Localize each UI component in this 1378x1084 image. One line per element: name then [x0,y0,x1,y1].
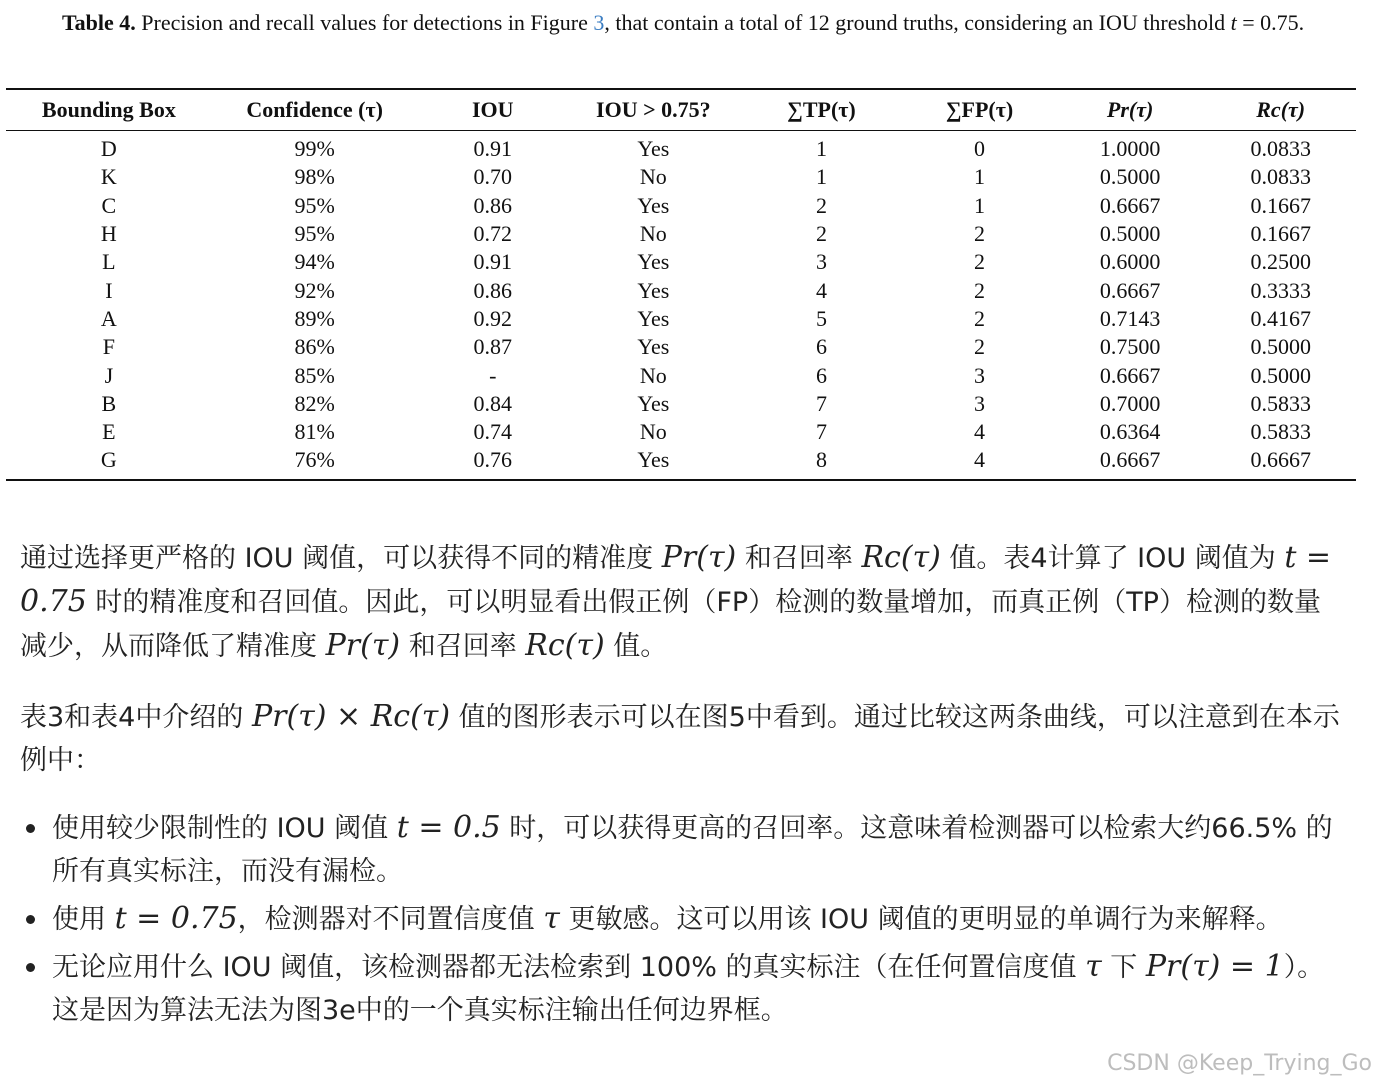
table-cell: 92% [294,277,335,303]
p2-math-1: Pr(τ) × Rc(τ) [251,699,451,734]
table-cell: Yes [637,277,670,303]
bullet-2-math-1: t = 0.75 [114,901,238,936]
bullet-list [20,806,1350,1036]
table-cell: 0.87 [473,334,513,360]
p1-math-1: Pr(τ) [661,540,737,575]
table-cell: 0.76 [418,446,569,479]
table-row [6,192,1356,220]
table-cell: F [102,334,115,360]
table-cell: 0.86 [473,192,513,218]
table-row [6,248,1356,276]
table-cell: G [6,446,212,479]
header-recall: Rc(τ) [1205,89,1356,131]
bullet-2-text-2: ，检测器对不同置信度值 [237,904,544,935]
table-cell: 2 [815,192,827,218]
p1-math-4: Pr(τ) [325,628,401,663]
table-cell: 0.5833 [1250,390,1311,416]
p1-text-5: 和召回率 [400,631,526,662]
table-cell: 86% [294,334,335,360]
caption-text: Precision and recall values for detections in Figure [135,10,594,35]
table-cell: 0.92 [473,305,513,331]
table-cell: 0.5000 [1099,164,1161,190]
table-cell: 94% [294,249,335,275]
bullet-3-math-1: τ [1085,949,1102,984]
bullet-3-math-2: Pr(τ) = 1 [1145,949,1284,984]
table-cell: 0.72 [473,221,513,247]
table-cell: 2 [974,334,986,360]
header-bounding-box: Bounding Box [6,89,212,131]
table-cell: 2 [974,277,986,303]
table-row [6,446,1356,479]
table-cell: 0.5000 [1250,334,1311,360]
table-cell: 0.74 [473,419,513,445]
table-cell: 4 [815,277,827,303]
table-cell: 0.6667 [1055,446,1206,479]
table-cell: No [639,221,667,247]
table-cell: 1.0000 [1099,136,1161,162]
table-cell: 81% [294,419,335,445]
table-cell: 4 [974,419,986,445]
table-cell: 1 [974,164,986,190]
p1-math-2: Rc(τ) [861,540,941,575]
table-cell: No [639,419,667,445]
list-item [20,897,1350,941]
table-cell: 2 [974,305,986,331]
table-cell: 0.6667 [1099,192,1161,218]
bullet-3-text-2: 下 [1101,952,1146,983]
p1-text-6: 值。 [604,631,668,662]
table-cell: No [639,164,667,190]
header-precision: Pr(τ) [1055,89,1206,131]
header-sum-tp: ∑TP(τ) [739,89,905,131]
table-cell: Yes [637,136,670,162]
header-iou: IOU [418,89,569,131]
table-cell: 0.91 [473,249,513,275]
header-sum-fp: ∑FP(τ) [904,89,1055,131]
table-cell: D [100,136,117,162]
table-cell: Yes [637,390,670,416]
table-row [6,220,1356,248]
table-cell: 2 [815,221,827,247]
table-cell: J [104,362,114,388]
table-cell: Yes [637,249,670,275]
table-cell: 0.6000 [1099,249,1161,275]
table-cell: 0.91 [473,136,513,162]
caption-label: Table 4. [62,10,136,35]
table-cell: 0.0833 [1250,164,1311,190]
table-cell: 76% [212,446,418,479]
table-cell: 2 [974,249,986,275]
table-cell: E [102,419,116,445]
table-cell: 8 [739,446,905,479]
bullet-2-text-3: 更敏感。这可以用该 IOU 阈值的更明显的单调行为来解释。 [559,904,1283,935]
bullet-1-text-2: 时，可以获得更高的召回率。这意味着检测器可以检索大约66.5% 的所有真实标注，而没有漏检。 [52,813,1333,887]
p1-math-3: t = 0.75 [20,540,1332,619]
caption-text-end: = 0.75. [1236,10,1305,35]
table-row [6,276,1356,304]
table-cell: 0.6667 [1099,277,1161,303]
table-cell: 1 [974,192,986,218]
table-cell: 0.7000 [1099,390,1161,416]
paragraph-1 [20,536,1340,668]
list-item [20,806,1350,893]
table-cell: C [101,192,117,218]
p2-text-1: 表3和表4中介绍的 [20,702,252,733]
table-header-row [6,89,1356,131]
table-cell: 1 [815,136,827,162]
table-row [6,361,1356,389]
table-caption [62,6,1322,40]
table-row [6,333,1356,361]
table-cell: 0.4167 [1250,305,1311,331]
p1-text-2: 和召回率 [736,543,862,574]
caption-math: t [1230,10,1237,35]
p1-text-1: 通过选择更严格的 IOU 阈值，可以获得不同的精准度 [20,543,662,574]
table-cell: 85% [294,362,335,388]
table-cell: B [101,390,117,416]
table-cell: 7 [815,390,827,416]
table-cell: 0.86 [473,277,513,303]
watermark: CSDN @Keep_Trying_Go [1107,1051,1372,1076]
header-iou-threshold: IOU > 0.75? [568,89,739,131]
table-cell: A [100,305,117,331]
table-cell: 2 [974,221,986,247]
table-row [6,418,1356,446]
table-cell: 95% [294,221,335,247]
bullet-3-text-3: ）。这是因为算法无法为图3e中的一个真实标注输出任何边界框。 [52,952,1325,1026]
table-cell: 0.1667 [1250,221,1311,247]
table-cell: K [100,164,117,190]
table-cell: 0.1667 [1250,192,1311,218]
p1-text-4: 时的精准度和召回值。因此，可以明显看出假正例（FP）检测的数量增加，而真正例（TP）检测的数量减少，从而降低了精准度 [20,587,1321,662]
table-cell: - [489,362,497,388]
table-cell: 0.6667 [1099,362,1161,388]
bullet-2-math-2: τ [543,901,560,936]
table-row [6,390,1356,418]
table-cell: 95% [294,192,335,218]
table-cell: 0.6667 [1205,446,1356,479]
table-cell: 0.5000 [1250,362,1311,388]
table-cell: 3 [974,390,986,416]
table-cell: Yes [637,334,670,360]
table-cell: 1 [815,164,827,190]
results-table [6,88,1356,481]
p2-text-2: 值的图形表示可以在图5中看到。通过比较这两条曲线，可以注意到在本示例中： [20,702,1340,776]
table-cell: 5 [815,305,827,331]
bullet-1-math-1: t = 0.5 [396,810,501,845]
table-cell: 6 [815,362,827,388]
caption-text-2: , that contain a total of 12 ground truths, considering an IOU threshold [604,10,1231,35]
bullet-2-text-1: 使用 [52,904,115,935]
header-confidence: Confidence (τ) [212,89,418,131]
table-row [6,131,1356,164]
bullet-3-text-1: 无论应用什么 IOU 阈值，该检测器都无法检索到 100% 的真实标注（在任何置信度值 [52,952,1086,983]
table-cell: No [639,362,667,388]
table-cell: 6 [815,334,827,360]
table-cell: 0.7500 [1099,334,1161,360]
table-cell: 0.5833 [1250,419,1311,445]
table-cell: 4 [904,446,1055,479]
table-cell: 0.0833 [1250,136,1311,162]
list-item [20,945,1350,1032]
table-cell: 0.70 [473,164,513,190]
table-cell: 0.3333 [1250,277,1311,303]
table-cell: H [100,221,117,247]
table-cell: 0.84 [473,390,513,416]
table-cell: 0.7143 [1099,305,1161,331]
table-cell: Yes [568,446,739,479]
table-row [6,305,1356,333]
paragraph-2 [20,695,1340,782]
table-cell: 99% [294,136,335,162]
figure-link[interactable]: 3 [593,10,605,35]
table-cell: L [102,249,116,275]
table-cell: 0.6364 [1099,419,1161,445]
table-cell: 98% [294,164,335,190]
table-cell: 89% [294,305,335,331]
bullet-1-text-1: 使用较少限制性的 IOU 阈值 [52,813,397,844]
table-cell: I [105,277,113,303]
table-cell: 0.5000 [1099,221,1161,247]
p1-text-3: 值。表4计算了 IOU 阈值为 [940,543,1285,574]
table-row [6,163,1356,191]
table-cell: Yes [637,305,670,331]
table-cell: 0.2500 [1250,249,1311,275]
table-cell: Yes [637,192,670,218]
table-cell: 3 [974,362,986,388]
table-cell: 7 [815,419,827,445]
table-cell: 3 [815,249,827,275]
table-cell: 0 [974,136,986,162]
table-cell: 82% [294,390,335,416]
p1-math-5: Rc(τ) [525,628,605,663]
